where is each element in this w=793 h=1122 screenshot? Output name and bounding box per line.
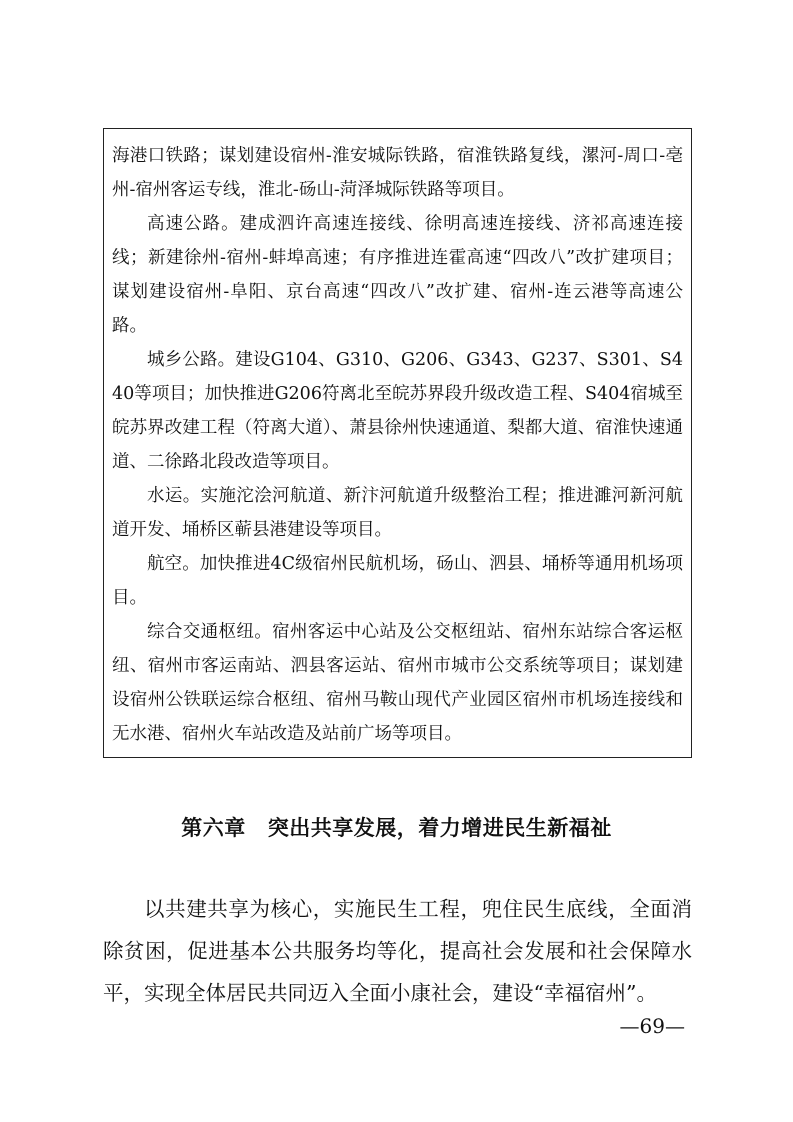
page-number: —69— (619, 1014, 685, 1038)
chapter-title: 突出共享发展，着力增进民生新福祉 (267, 815, 612, 840)
body-text (103, 888, 692, 1014)
box-paragraph-roads: 城乡公路。建设G104、G310、G206、G343、G237、S301、S440等项目；加快推进G206符离北至皖苏界段升级改造工程、S404宿城至皖苏界改建工程（符离大道）、萧县徐州快速通道、梨都大道、宿淮快速通道、二徐路北段改造等项目。 (112, 350, 683, 472)
box-paragraph-hub: 综合交通枢纽。宿州客运中心站及公交枢纽站、宿州东站综合客运枢纽、宿州市客运南站、泗县客运站、宿州市城市公交系统等项目；谋划建设宿州公铁联运综合枢纽、宿州马鞍山现代产业园区宿州市机场连接线和无水港、宿州火车站改造及站前广场等项目。 (112, 622, 683, 744)
box-paragraph-waterway: 水运。实施沱浍河航道、新汴河航道升级整治工程；推进濉河新河航道开发、埇桥区蕲县港建设等项目。 (112, 486, 683, 540)
chapter-number: 第六章 (181, 815, 246, 840)
chapter-heading (0, 812, 793, 842)
box-paragraph-aviation: 航空。加快推进4C级宿州民航机场，砀山、泗县、埇桥等通用机场项目。 (112, 554, 683, 608)
box-paragraph-continued: 海港口铁路；谋划建设宿州-淮安城际铁路，宿淮铁路复线，漯河-周口-亳州-宿州客运专线，淮北-砀山-菏泽城际铁路等项目。 (112, 146, 683, 200)
highlight-box (103, 128, 692, 758)
box-paragraph-expressway: 高速公路。建成泗许高速连接线、徐明高速连接线、济祁高速连接线；新建徐州-宿州-蚌埠高速；有序推进连霍高速“四改八”改扩建项目；谋划建设宿州-阜阳、京台高速“四改八”改扩建、宿州-连云港等高速公路。 (112, 214, 683, 336)
intro-paragraph: 以共建共享为核心，实施民生工程，兜住民生底线，全面消除贫困，促进基本公共服务均等化，提高社会发展和社会保障水平，实现全体居民共同迈入全面小康社会，建设“幸福宿州”。 (103, 897, 692, 1005)
